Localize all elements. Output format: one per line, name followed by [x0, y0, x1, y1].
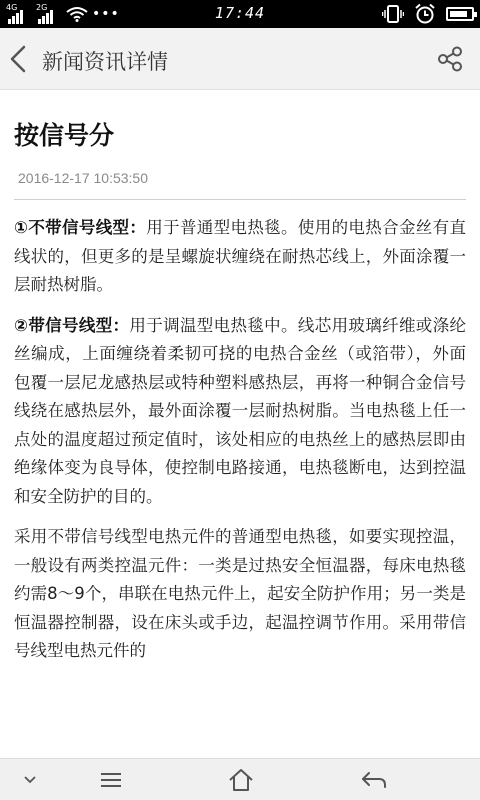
paragraph-lead: ②带信号线型：	[14, 315, 130, 335]
status-right-group	[382, 3, 474, 25]
title-divider	[14, 199, 466, 200]
article-title: 按信号分	[14, 121, 115, 150]
sim2-network-label: 2G	[36, 3, 48, 12]
paragraph-body: 采用不带信号线型电热元件的普通型电热毯，如要实现控温，一般设有两类控温元件：一类是过热安全恒温器，每床电热毯约需8～9个，串联在电热元件上，起安全防护作用；另一类是恒温器控制器，设在床头或手边，起温控调节作用。采用带信号线型电热元件的	[14, 527, 466, 660]
page-title: 新闻资讯详情	[42, 50, 168, 74]
chevron-left-icon	[9, 45, 27, 73]
status-bar	[0, 0, 480, 28]
home-icon	[228, 768, 254, 792]
article-paragraph	[14, 214, 466, 300]
app-header	[0, 28, 480, 90]
article-date: 2016-12-17 10:53:50	[18, 170, 148, 186]
paragraph-lead: ①不带信号线型：	[14, 218, 147, 237]
collapse-nav-button[interactable]	[0, 759, 60, 800]
menu-icon	[99, 772, 123, 788]
paragraph-body: 用于调温型电热毯中。线芯用玻璃纤维或涤纶丝编成，上面缠绕着柔韧可挠的电热合金丝（或箔带），外面包覆一层尼龙感热层或特种塑料感热层，再将一种铜合金信号线绕在感热层外，最外面涂覆一层耐热树脂。当电热毯上任一点处的温度超过预定值时，该处相应的电热丝上的感热层即由绝缘体变为良导体，使控制电路接通，电热毯断电，达到控温和安全防护的目的。	[14, 315, 466, 506]
status-time: 17:44	[214, 4, 266, 22]
navigation-bar	[0, 758, 480, 800]
chevron-down-icon	[23, 775, 37, 785]
sim1-network-label: 4G	[6, 3, 18, 12]
alarm-icon	[414, 3, 436, 25]
share-button[interactable]	[434, 42, 466, 76]
battery-icon	[446, 7, 474, 21]
article-content[interactable]	[0, 90, 480, 758]
share-icon	[436, 45, 464, 73]
home-button[interactable]	[211, 759, 271, 800]
paragraph-body: 用于普通型电热毯。使用的电热合金丝有直线状的，但更多的是呈螺旋状缠绕在耐热芯线上，外面涂覆一层耐热树脂。	[14, 218, 466, 294]
back-button[interactable]	[0, 28, 36, 90]
back-arrow-icon	[360, 770, 388, 790]
vibrate-icon	[382, 4, 404, 24]
nav-back-button[interactable]	[344, 759, 404, 800]
notification-dots: •••	[92, 6, 120, 22]
article-paragraph	[14, 523, 466, 666]
menu-button[interactable]	[81, 759, 141, 800]
article-paragraph	[14, 312, 466, 512]
